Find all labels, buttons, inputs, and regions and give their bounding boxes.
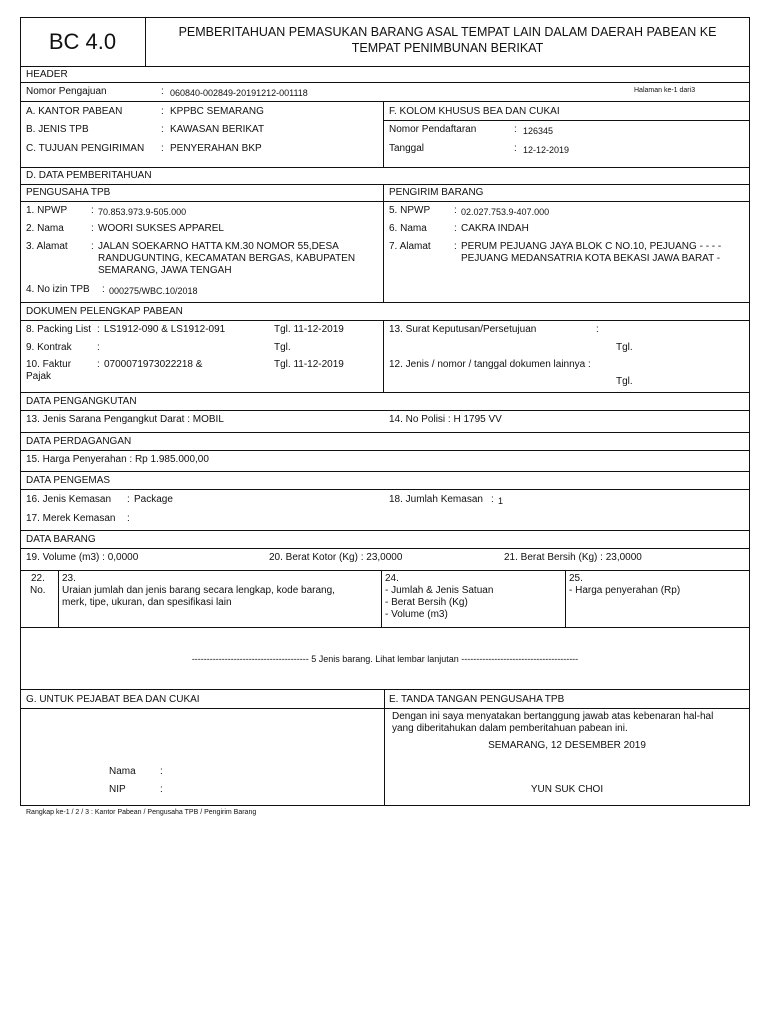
berat-bersih: 21. Berat Bersih (Kg) : 23,0000 [504,552,642,563]
form-code: BC 4.0 [48,29,117,54]
nama-pengirim-value: CAKRA INDAH [461,223,529,234]
alamat-tpb-line3: SEMARANG, JAWA TENGAH [98,265,232,276]
alamat-tpb-line2: RANDUGUNTING, KECAMATAN BERGAS, KABUPATEN [98,253,356,264]
izin-tpb-label: 4. No izin TPB [26,284,90,295]
packing-list-date: Tgl. 11-12-2019 [274,324,344,335]
page-info: Halaman ke-1 dari3 [634,87,696,94]
faktur-label-2: Pajak [26,371,52,382]
nama-pengirim-label: 6. Nama [389,223,427,234]
no-polisi: 14. No Polisi : H 1795 VV [389,414,502,425]
nama-tpb-label: 2. Nama [26,223,64,234]
surat-keputusan-label: 13. Surat Keputusan/Persetujuan [389,324,537,335]
statement-line1: Dengan ini saya menyatakan bertanggung jawab atas kebenaran hal-hal [392,711,714,722]
col-23-line2: merk, tipe, ukuran, dan spesifikasi lain [62,597,232,608]
jumlah-kemasan-value: 1 [498,496,504,506]
jumlah-kemasan-label: 18. Jumlah Kemasan [389,494,483,505]
harga-penyerahan: 15. Harga Penyerahan : Rp 1.985.000,00 [26,454,209,465]
form-title-line2: TEMPAT PENIMBUNAN BERIKAT [351,41,544,55]
jenis-tpb-value: KAWASAN BERIKAT [170,124,265,135]
col-24-line2: - Berat Bersih (Kg) [385,597,468,608]
pengirim-barang-title: PENGIRIM BARANG [389,187,484,198]
packing-list-label: 8. Packing List [26,324,92,335]
signature-place-date: SEMARANG, 12 DESEMBER 2019 [488,740,646,751]
merek-kemasan-label: 17. Merek Kemasan [26,513,116,524]
form-title-line1: PEMBERITAHUAN PEMASUKAN BARANG ASAL TEMPAT LAIN DALAM DAERAH PABEAN KE [178,25,717,39]
faktur-date: Tgl. 11-12-2019 [274,359,344,370]
section-data-barang: DATA BARANG [26,534,96,545]
section-header: HEADER [26,69,68,80]
faktur-value: 0700071973022218 & [104,359,203,370]
section-perdagangan: DATA PERDAGANGAN [26,436,132,447]
kontrak-label: 9. Kontrak [26,342,72,353]
dokumen-lain-label: 12. Jenis / nomor / tanggal dokumen lainnya : [389,359,591,370]
izin-tpb-value: 000275/WBC.10/2018 [109,286,198,296]
tujuan-label: C. TUJUAN PENGIRIMAN [26,143,145,154]
col-23-line1: Uraian jumlah dan jenis barang secara lengkap, kode barang, [62,585,335,596]
alamat-tpb-label: 3. Alamat [26,241,68,252]
pejabat-nama-label: Nama [109,766,136,777]
faktur-label-1: 10. Faktur [26,359,72,370]
packing-list-value: LS1912-090 & LS1912-091 [104,324,226,335]
nomor-pendaftaran-label: Nomor Pendaftaran [389,124,477,135]
alamat-tpb-line1: JALAN SOEKARNO HATTA KM.30 NOMOR 55,DESA [98,241,339,252]
pejabat-nip-label: NIP [109,784,126,795]
alamat-pengirim-line1: PERUM PEJUANG JAYA BLOK C NO.10, PEJUANG - - - - [461,241,722,252]
npwp-pengirim-label: 5. NPWP [389,205,431,216]
jenis-tpb-label: B. JENIS TPB [26,124,89,135]
col-24-line3: - Volume (m3) [385,609,448,620]
kantor-pabean-label: A. KANTOR PABEAN [26,106,123,117]
nomor-pengajuan-label: Nomor Pengajuan [26,86,107,97]
tanggal-value: 12-12-2019 [523,145,570,155]
pengusaha-signature-title: E. TANDA TANGAN PENGUSAHA TPB [389,694,565,705]
alamat-pengirim-label: 7. Alamat [389,241,431,252]
section-pengangkutan: DATA PENGANGKUTAN [26,396,137,407]
statement-line2: yang diberitahukan dalam pemberitahuan pabean ini. [392,723,628,734]
col-24-line1: - Jumlah & Jenis Satuan [385,585,494,596]
section-data-pemberitahuan: D. DATA PEMBERITAHUAN [26,170,152,181]
npwp-tpb-label: 1. NPWP [26,205,68,216]
tanggal-label: Tanggal [389,143,425,154]
npwp-tpb-value: 70.853.973.9-505.000 [98,207,187,217]
kolom-khusus-title: F. KOLOM KHUSUS BEA DAN CUKAI [389,106,560,117]
npwp-pengirim-value: 02.027.753.9-407.000 [461,207,550,217]
nomor-pengajuan-value: 060840-002849-20191212-001118 [170,88,308,98]
volume: 19. Volume (m3) : 0,0000 [26,552,139,563]
nama-tpb-value: WOORI SUKSES APPAREL [98,223,224,234]
pengusaha-tpb-title: PENGUSAHA TPB [26,187,111,198]
sarana-pengangkut: 13. Jenis Sarana Pengangkut Darat : MOBIL [26,414,224,425]
footer-note: Rangkap ke-1 / 2 / 3 : Kantor Pabean / Pengusaha TPB / Pengirim Barang [26,809,257,816]
col-25-line1: - Harga penyerahan (Rp) [569,585,681,596]
kantor-pabean-value: KPPBC SEMARANG [170,106,264,117]
section-dokumen-pelengkap: DOKUMEN PELENGKAP PABEAN [26,306,183,317]
surat-keputusan-date: Tgl. [616,342,633,353]
jenis-kemasan-value: Package [134,494,173,505]
barang-continuation-note: --------------------------------------- 5 Jenis barang. Lihat lembar lanjutan --------------------------------------- [191,654,579,664]
jenis-kemasan-label: 16. Jenis Kemasan [26,494,112,505]
col-22-label: No. [30,585,46,596]
berat-kotor: 20. Berat Kotor (Kg) : 23,0000 [269,552,403,563]
kontrak-date: Tgl. [274,342,291,353]
col-24-number: 24. [385,573,399,584]
col-22-number: 22. [31,573,45,584]
tujuan-value: PENYERAHAN BKP [170,143,262,154]
pejabat-title: G. UNTUK PEJABAT BEA DAN CUKAI [26,694,200,705]
signer-name: YUN SUK CHOI [530,784,604,795]
nomor-pendaftaran-value: 126345 [523,126,554,136]
alamat-pengirim-line2: PEJUANG MEDANSATRIA KOTA BEKASI JAWA BARAT - [461,253,721,264]
dokumen-lain-date: Tgl. [616,376,633,387]
section-pengemas: DATA PENGEMAS [26,475,111,486]
col-23-number: 23. [62,573,76,584]
col-25-number: 25. [569,573,583,584]
